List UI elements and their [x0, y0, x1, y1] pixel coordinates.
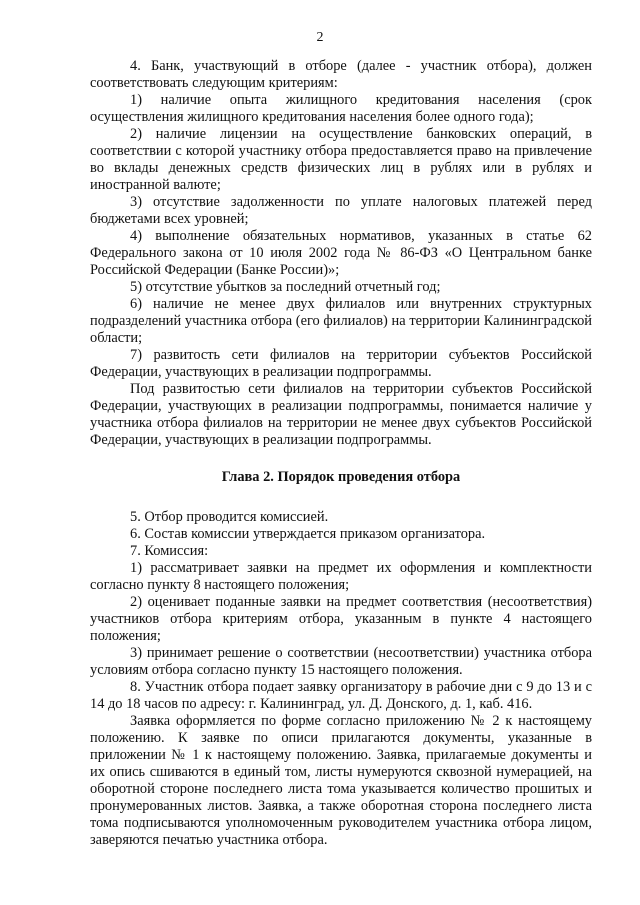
- paragraph-5: 5. Отбор проводится комиссией.: [130, 509, 329, 525]
- network-definition: Под развитостью сети филиалов на территории субъектов Российской Федерации, участвующих в реализации подпрограммы, понимается наличие у участника отбора филиалов на территории не менее двух субъектов Российской Федерации, участвующих в реализации подпрограммы.: [90, 381, 592, 448]
- paragraph-6: 6. Состав комиссии утверждается приказом организатора.: [130, 526, 486, 542]
- commission-duty-1: 1) рассматривает заявки на предмет их оформления и комплектности согласно пункту 8 настоящего положения;: [90, 560, 592, 593]
- paragraph-7: 7. Комиссия:: [130, 543, 209, 559]
- criterion-2: 2) наличие лицензии на осуществление банковских операций, в соответствии с которой участнику отбора предоставляется право на привлечение во вклады денежных средств физических лиц в рублях или в рублях и иностранной валюте;: [90, 126, 592, 193]
- criterion-7: 7) развитость сети филиалов на территории субъектов Российской Федерации, участвующих в реализации подпрограммы.: [90, 347, 592, 380]
- criterion-3: 3) отсутствие задолженности по уплате налоговых платежей перед бюджетами всех уровней;: [90, 194, 592, 227]
- commission-duty-2: 2) оценивает поданные заявки на предмет соответствия (несоответствия) участников отбора критериям отбора, указанным в пункте 4 настоящего положения;: [90, 594, 592, 644]
- chapter-heading: Глава 2. Порядок проведения отбора: [221, 469, 461, 485]
- paragraph-8: 8. Участник отбора подает заявку организатору в рабочие дни с 9 до 13 и с 14 до 18 часов по адресу: г. Калининград, ул. Д. Донского, д. 1, каб. 416.: [90, 679, 592, 712]
- criterion-1: 1) наличие опыта жилищного кредитования населения (срок осуществления жилищного кредитования населения более одного года);: [90, 92, 592, 125]
- page-number: 2: [316, 30, 324, 45]
- criterion-4: 4) выполнение обязательных нормативов, указанных в статье 62 Федерального закона от 10 июля 2002 года № 86-ФЗ «О Центральном банке Российской Федерации (Банке России)»;: [90, 228, 592, 278]
- document-body: [90, 58, 592, 849]
- criterion-5: 5) отсутствие убытков за последний отчетный год;: [130, 279, 441, 295]
- paragraph-4: 4. Банк, участвующий в отборе (далее - участник отбора), должен соответствовать следующим критериям:: [90, 58, 592, 91]
- application-format: Заявка оформляется по форме согласно приложению № 2 к настоящему положению. К заявке по описи прилагаются документы, указанные в приложении № 1 к настоящему положению. Заявка, прилагаемые документы и их опись сшиваются в единый том, листы нумеруются сквозной нумерацией, на оборотной стороне последнего листа тома указывается количество прошитых и пронумерованных листов. Заявка, а также оборотная сторона последнего листа тома подписываются уполномоченным руководителем участника отбора лицом, заверяются печатью участника отбора.: [90, 713, 592, 848]
- criterion-6: 6) наличие не менее двух филиалов или внутренних структурных подразделений участника отбора (его филиалов) на территории Калининградской области;: [90, 296, 592, 346]
- commission-duty-3: 3) принимает решение о соответствии (несоответствии) участника отбора условиям отбора согласно пункту 15 настоящего положения.: [90, 645, 592, 678]
